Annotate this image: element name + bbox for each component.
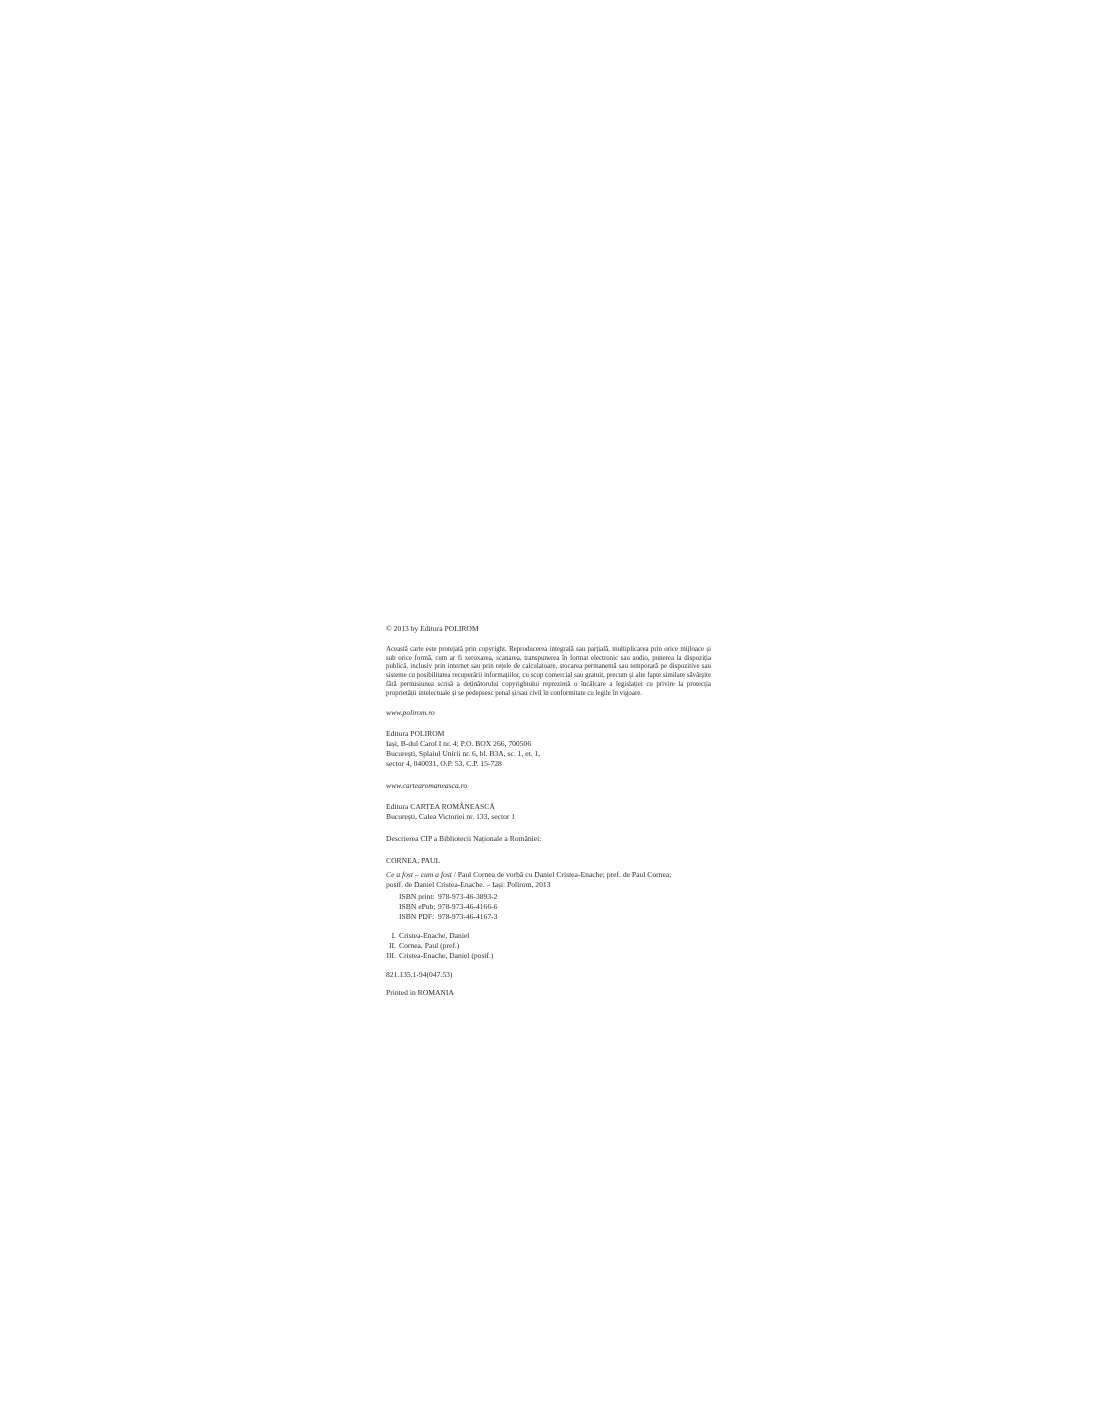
printed-in: Printed in ROMANIA bbox=[386, 988, 454, 998]
cip-index-entry bbox=[386, 941, 711, 951]
isbn-label: ISBN print: bbox=[399, 892, 435, 902]
cip-index-number: I. bbox=[391, 931, 396, 941]
polirom-address-line: sector 4, 040031, O.P. 53, C.P. 15-728 bbox=[386, 759, 502, 769]
cip-index-number: II. bbox=[389, 941, 396, 951]
polirom-url: www.polirom.ro bbox=[386, 708, 435, 718]
cip-record bbox=[386, 856, 711, 980]
cartea-block bbox=[386, 802, 711, 822]
cip-index-list bbox=[386, 931, 711, 961]
cartea-address: București, Calea Victoriei nr. 133, sector 1 bbox=[386, 812, 516, 822]
isbn-value: 978-973-46-4167-3 bbox=[438, 912, 498, 922]
cip-index-text: Cornea, Paul (pref.) bbox=[399, 941, 460, 951]
cip-title-line-2: postf. de Daniel Cristea-Enache. – Iași: Polirom, 2013 bbox=[386, 880, 551, 890]
isbn-row bbox=[399, 892, 711, 902]
cip-index-number: III. bbox=[386, 951, 396, 961]
isbn-label: ISBN ePub: bbox=[399, 902, 436, 912]
polirom-block bbox=[386, 729, 711, 769]
polirom-address-line: București, Splaiul Unirii nr. 6, bl. B3A, sc. 1, et. 1, bbox=[386, 749, 541, 759]
cip-index-text: Cristea-Enache, Daniel (postf.) bbox=[399, 951, 494, 961]
isbn-label: ISBN PDF: bbox=[399, 912, 435, 922]
cip-book-title: Ce a fost – cum a fost bbox=[386, 870, 452, 880]
cip-author: CORNEA, PAUL bbox=[386, 856, 441, 866]
cip-title-line bbox=[386, 870, 711, 880]
cartea-url: www.cartearomaneasca.ro bbox=[386, 781, 468, 791]
isbn-list bbox=[399, 892, 711, 922]
copyright-notice: Această carte este protejată prin copyright. Reproducerea integrală sau parțială, multiplicarea prin orice mijloace și sub orice formă, cum ar fi xeroxarea, scanarea, transpunerea în format electronic sau audio, punerea la dispoziția publică, inclusiv prin internet sau prin rețele de calculatoare, stocarea permanentă sau temporară pe dispozitive sau sisteme cu posibilitatea recuperării informațiilor, cu scop comercial sau gratuit, precum și alte fapte similare săvârșite fără permisiunea scrisă a deținătorului copyrightului reprezintă o încălcare a legislației cu privire la protecția proprietății intelectuale și se pedepsesc penal și/sau civil în conformitate cu legile în vigoare. bbox=[386, 646, 711, 697]
cip-index-text: Cristea-Enache, Daniel bbox=[399, 931, 470, 941]
cartea-name: Editura CARTEA ROMÂNEASCĂ bbox=[386, 802, 495, 812]
isbn-value: 978-973-46-3893-2 bbox=[438, 892, 498, 902]
cip-index-entry bbox=[386, 931, 711, 941]
polirom-name: Editura POLIROM bbox=[386, 729, 445, 739]
polirom-address-line: Iași, B-dul Carol I nr. 4; P.O. BOX 266, 700506 bbox=[386, 739, 532, 749]
copyright-line: © 2013 by Editura POLIROM bbox=[386, 624, 479, 633]
cip-index-entry bbox=[386, 951, 711, 961]
copyright-page bbox=[386, 624, 711, 998]
udc-code: 821.135.1-94(047.53) bbox=[386, 970, 453, 980]
isbn-row bbox=[399, 912, 711, 922]
cip-title-rest: / Paul Cornea de vorbă cu Daniel Cristea-Enache; pref. de Paul Cornea; bbox=[451, 870, 672, 880]
isbn-value: 978-973-46-4166-6 bbox=[438, 902, 498, 912]
isbn-row bbox=[399, 902, 711, 912]
cip-heading: Descrierea CIP a Bibliotecii Naționale a României: bbox=[386, 834, 542, 844]
